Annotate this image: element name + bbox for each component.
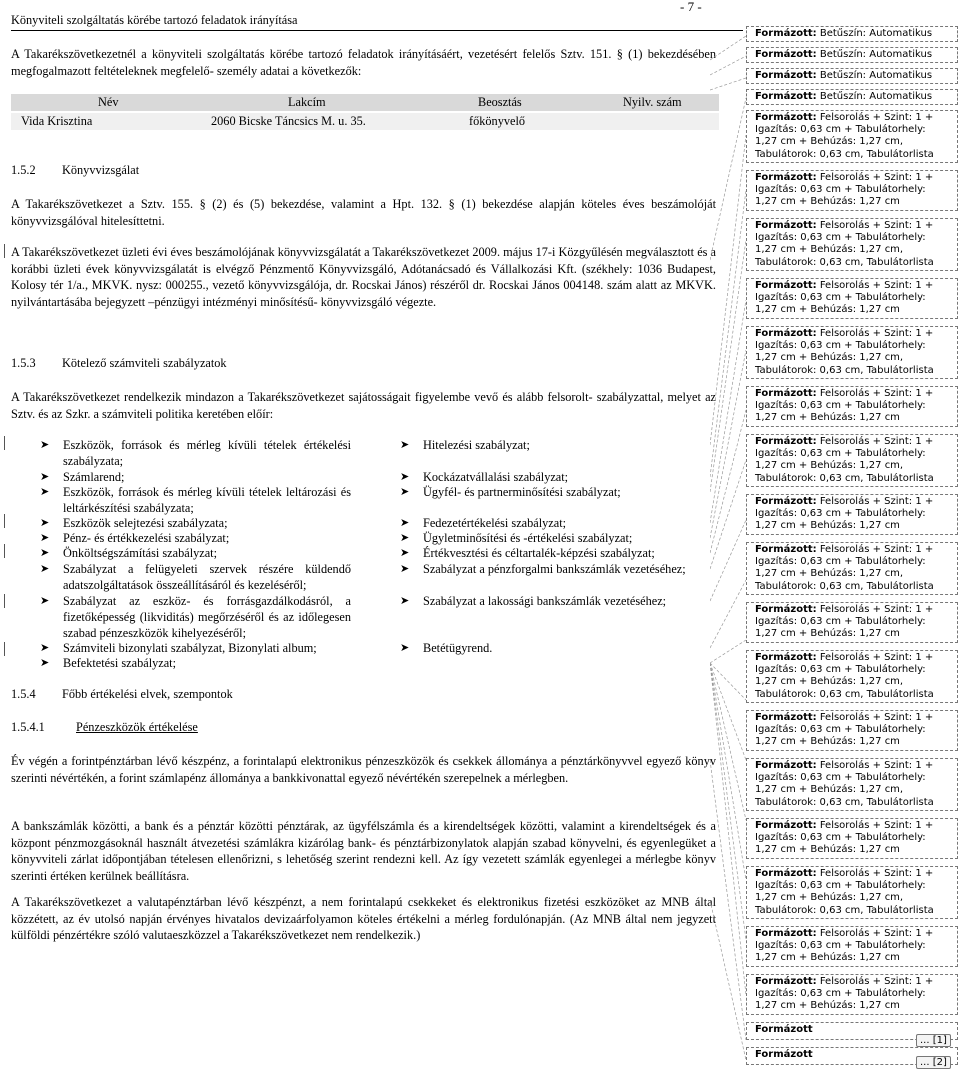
- format-balloon-label: Formázott:: [755, 70, 817, 81]
- format-balloon[interactable]: Formázott: Felsorolás + Szint: 1 + Igazítás: 0,63 cm + Tabulátorhely: 1,27 cm + Behúzás: 1,27 cm: [746, 386, 958, 427]
- arrow-bullet-icon: ➤: [400, 563, 410, 575]
- format-balloon[interactable]: Formázott: Felsorolás + Szint: 1 + Igazítás: 0,63 cm + Tabulátorhely: 1,27 cm + Behúzás: 1,27 cm, Tabulátorok: 0,63 cm, Tabulátorlista: [746, 326, 958, 379]
- section-number: 1.5.4: [11, 687, 36, 701]
- format-balloon-label: Formázott:: [755, 388, 817, 399]
- arrow-bullet-icon: ➤: [400, 471, 410, 483]
- format-balloon[interactable]: Formázott: Felsorolás + Szint: 1 + Igazítás: 0,63 cm + Tabulátorhely: 1,27 cm + Behúzás: 1,27 cm: [746, 602, 958, 643]
- cell-address: 2060 Bicske Táncsics M. u. 35.: [211, 114, 366, 128]
- arrow-bullet-icon: ➤: [40, 563, 50, 575]
- section-title: Könyvvizsgálat: [62, 163, 140, 177]
- cell-position: főkönyvelő: [469, 114, 526, 128]
- arrow-bullet-icon: ➤: [400, 486, 410, 498]
- section-number: 1.5.3: [11, 356, 36, 370]
- format-balloon-label: Formázott:: [755, 976, 817, 987]
- format-balloon[interactable]: Formázott: Betűszín: Automatikus: [746, 68, 958, 84]
- format-balloon-label: Formázott:: [755, 91, 817, 102]
- paragraph: A Takarékszövetkezet rendelkezik mindazon a Takarékszövetkezet sajátosságait figyelembe vevő és alább felsorolt- szabályzattal, melyet az Sztv. és az Szkr. a számviteli politika keretében előír:: [11, 390, 716, 421]
- paragraph: A bankszámlák közötti, a bank és a pénztár közötti pénztárak, az ügyfélszámla és a kirendeltségek közötti, valamint a kirendeltségek és a központ pénzmozgásoknál használt átvezetési számlákra kizárólag bank- és pénztárbizonylatok alapján szabad könyvelni, és egyenlegüket a könyvviteli zárlat időpontjában tételesen ellenőrizni, s lehetőség szerint rendezni kell. Az így vezetett számlák egyenlegei a mérlegbe könyv szerinti értéken kerülnek beállításra.: [11, 819, 716, 883]
- change-bar: [4, 642, 5, 656]
- arrow-bullet-icon: ➤: [400, 642, 410, 654]
- format-balloon-label: Formázott:: [755, 496, 817, 507]
- intro-paragraph: A Takarékszövetkezetnél a könyviteli szolgáltatás körébe tartozó feladatok irányításáért, vezetésért felelős Sztv. 151. § (1) bekezdésében megfogalmazott feltételeknek megfelelő- személy adatai a következők:: [11, 47, 716, 78]
- format-balloon-label: Formázott:: [755, 280, 817, 291]
- arrow-bullet-icon: ➤: [40, 471, 50, 483]
- paragraph: A Takarékszövetkezet a valutapénztárban lévő készpénzt, a nem forintalapú csekkeket és elektronikus fizetési eszközöket az MNB által közzétett, az év utolsó napján érvényes hivatalos devizaárfolyamon köteles értékelni a mérleg fordulónapján. (Az MNB által nem jegyzett külföldi pénzértékre szóló valutaeszközzel a Takarékszövetkezet nem rendelkezik.): [11, 895, 716, 942]
- arrow-bullet-icon: ➤: [400, 439, 410, 451]
- paragraph: A Takarékszövetkezet üzleti évi éves beszámolójának könyvvizsgálatát a Takarékszövetkezet 2009. május 17-i Közgyűlésén megválasztott és a korábbi üzleti évek könyvvizsgálatát is elvégző Pénzmentő Könyvvizsgáló, Adótanácsadó és Vállalkozási Kft. (székhely: 1036 Budapest, Kolosy tér 1/a., MKVK. nysz: 000255., vezető könyvvizsgálója, dr. Rocskai János) részéről dr. Rocskai János 004148. szám alatt az MKVK. nyilvántartásába bejegyzett –pénzügyi intézményi minősítésű- könyvvizsgáló végezte.: [11, 245, 716, 309]
- format-balloon[interactable]: Formázott: Felsorolás + Szint: 1 + Igazítás: 0,63 cm + Tabulátorhely: 1,27 cm + Behúzás: 1,27 cm, Tabulátorok: 0,63 cm, Tabulátorlista: [746, 866, 958, 919]
- section-title: Kötelező számviteli szabályzatok: [62, 356, 227, 370]
- format-balloon[interactable]: Formázott: Felsorolás + Szint: 1 + Igazítás: 0,63 cm + Tabulátorhely: 1,27 cm + Behúzás: 1,27 cm, Tabulátorok: 0,63 cm, Tabulátorlista: [746, 758, 958, 811]
- format-balloon-label: Formázott:: [755, 172, 817, 183]
- col-position: Beosztás: [478, 95, 522, 109]
- more-button[interactable]: ... [1]: [916, 1034, 951, 1047]
- format-balloon[interactable]: Formázott: Felsorolás + Szint: 1 + Igazítás: 0,63 cm + Tabulátorhely: 1,27 cm + Behúzás: 1,27 cm, Tabulátorok: 0,63 cm, Tabulátorlista: [746, 650, 958, 703]
- format-balloon-label: Formázott:: [755, 49, 817, 60]
- format-balloon[interactable]: Formázott: Betűszín: Automatikus: [746, 47, 958, 63]
- format-balloon[interactable]: Formázott: Felsorolás + Szint: 1 + Igazítás: 0,63 cm + Tabulátorhely: 1,27 cm + Behúzás: 1,27 cm: [746, 710, 958, 751]
- format-balloon-label: Formázott:: [755, 328, 817, 339]
- format-balloon[interactable]: Formázott: Betűszín: Automatikus: [746, 89, 958, 105]
- format-balloon-label: Formázott:: [755, 544, 817, 555]
- arrow-bullet-icon: ➤: [400, 595, 410, 607]
- arrow-bullet-icon: ➤: [400, 517, 410, 529]
- arrow-bullet-icon: ➤: [40, 595, 50, 607]
- format-balloon[interactable]: Formázott: Felsorolás + Szint: 1 + Igazítás: 0,63 cm + Tabulátorhely: 1,27 cm + Behúzás: 1,27 cm, Tabulátorok: 0,63 cm, Tabulátorlista: [746, 218, 958, 271]
- section-number: 1.5.2: [11, 163, 36, 177]
- format-balloon-label: Formázott:: [755, 712, 817, 723]
- format-balloon-label: Formázott: [755, 1049, 813, 1060]
- arrow-bullet-icon: ➤: [40, 532, 50, 544]
- format-balloon-label: Formázott:: [755, 604, 817, 615]
- format-balloon[interactable]: Formázott: Felsorolás + Szint: 1 + Igazítás: 0,63 cm + Tabulátorhely: 1,27 cm + Behúzás: 1,27 cm: [746, 926, 958, 967]
- arrow-bullet-icon: ➤: [40, 439, 50, 451]
- change-bar: [4, 594, 5, 608]
- header-title: Könyviteli szolgáltatás körébe tartozó feladatok irányítása: [11, 13, 298, 27]
- arrow-bullet-icon: ➤: [40, 547, 50, 559]
- format-balloon-label: Formázott: [755, 1024, 813, 1035]
- arrow-bullet-icon: ➤: [400, 532, 410, 544]
- format-balloon-label: Formázott:: [755, 220, 817, 231]
- format-balloon-label: Formázott:: [755, 112, 817, 123]
- format-balloon-label: Formázott:: [755, 868, 817, 879]
- col-regnum: Nyilv. szám: [623, 95, 682, 109]
- format-balloon[interactable]: Formázott: Felsorolás + Szint: 1 + Igazítás: 0,63 cm + Tabulátorhely: 1,27 cm + Behúzás: 1,27 cm: [746, 278, 958, 319]
- format-balloon[interactable]: Formázott: Felsorolás + Szint: 1 + Igazítás: 0,63 cm + Tabulátorhely: 1,27 cm + Behúzás: 1,27 cm, Tabulátorok: 0,63 cm, Tabulátorlista: [746, 542, 958, 595]
- format-balloon[interactable]: Formázott: Betűszín: Automatikus: [746, 26, 958, 42]
- change-bar: [4, 514, 5, 528]
- change-bar: [4, 436, 5, 450]
- header-rule: [11, 30, 743, 31]
- section-title: Pénzeszközök értékelése: [76, 720, 198, 734]
- section-number: 1.5.4.1: [11, 720, 45, 734]
- more-button[interactable]: ... [2]: [916, 1056, 951, 1069]
- col-name: Név: [98, 95, 119, 109]
- format-balloon[interactable]: Formázott: Felsorolás + Szint: 1 + Igazítás: 0,63 cm + Tabulátorhely: 1,27 cm + Behúzás: 1,27 cm: [746, 974, 958, 1015]
- format-balloon-label: Formázott:: [755, 928, 817, 939]
- arrow-bullet-icon: ➤: [40, 642, 50, 654]
- col-address: Lakcím: [288, 95, 326, 109]
- format-balloon-label: Formázott:: [755, 820, 817, 831]
- table-row: [11, 113, 719, 130]
- change-bar: [4, 244, 5, 258]
- format-balloon-label: Formázott:: [755, 760, 817, 771]
- cell-name: Vida Krisztina: [21, 114, 93, 128]
- arrow-bullet-icon: ➤: [40, 657, 50, 669]
- format-balloon-label: Formázott:: [755, 28, 817, 39]
- format-balloon-label: Formázott:: [755, 436, 817, 447]
- arrow-bullet-icon: ➤: [40, 517, 50, 529]
- table-header: [11, 94, 719, 111]
- format-balloon[interactable]: Formázott: Felsorolás + Szint: 1 + Igazítás: 0,63 cm + Tabulátorhely: 1,27 cm + Behúzás: 1,27 cm: [746, 170, 958, 211]
- change-bar: [4, 544, 5, 558]
- format-balloon[interactable]: Formázott: Felsorolás + Szint: 1 + Igazítás: 0,63 cm + Tabulátorhely: 1,27 cm + Behúzás: 1,27 cm: [746, 818, 958, 859]
- format-balloon[interactable]: Formázott: Felsorolás + Szint: 1 + Igazítás: 0,63 cm + Tabulátorhely: 1,27 cm + Behúzás: 1,27 cm: [746, 494, 958, 535]
- comment-leader-lines: [710, 0, 746, 1075]
- format-balloon[interactable]: Formázott: Felsorolás + Szint: 1 + Igazítás: 0,63 cm + Tabulátorhely: 1,27 cm + Behúzás: 1,27 cm, Tabulátorok: 0,63 cm, Tabulátorlista: [746, 434, 958, 487]
- paragraph: A Takarékszövetkezet a Sztv. 155. § (2) és (5) bekezdése, valamint a Hpt. 132. § (1) bekezdése alapján köteles éves beszámolóját könyvvizsgálóval hitelesíttetni.: [11, 197, 716, 228]
- arrow-bullet-icon: ➤: [40, 486, 50, 498]
- format-balloon-label: Formázott:: [755, 652, 817, 663]
- section-title: Főbb értékelési elvek, szempontok: [62, 687, 233, 701]
- page-number: - 7 -: [680, 0, 702, 14]
- arrow-bullet-icon: ➤: [400, 547, 410, 559]
- paragraph: Év végén a forintpénztárban lévő készpénz, a forintalapú elektronikus pénzeszközök és csekkek állománya a pénztárkönyvvel egyező könyv szerinti névértékén, a forint számlapénz állománya a bankkivonattal egyező névértékén szerepelnek a mérlegben.: [11, 754, 716, 785]
- format-balloon[interactable]: Formázott: Felsorolás + Szint: 1 + Igazítás: 0,63 cm + Tabulátorhely: 1,27 cm + Behúzás: 1,27 cm, Tabulátorok: 0,63 cm, Tabulátorlista: [746, 110, 958, 163]
